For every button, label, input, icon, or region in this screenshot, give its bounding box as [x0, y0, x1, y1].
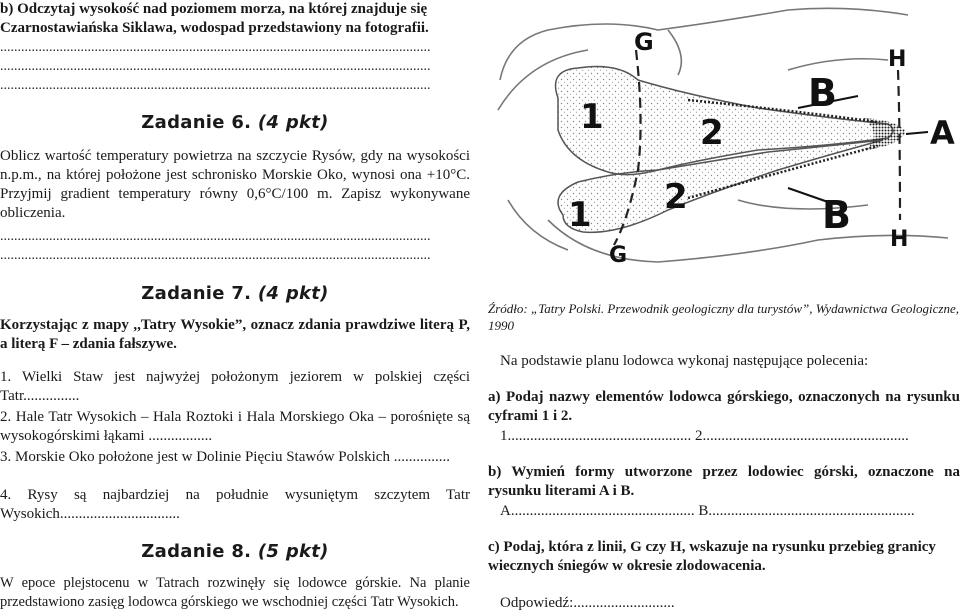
answer-dots: ........................................................................................................................... — [0, 248, 431, 263]
figure-source: Źródło: „Tatry Polski. Przewodnik geologiczny dla turystów”, Wydawnictwa Geologiczne, 1990 — [488, 301, 960, 333]
task8-title: Zadanie 8. — [141, 541, 252, 562]
answer-a-line: 1................................................. 2....................................................... — [500, 428, 909, 444]
label-2-upper: 2 — [700, 113, 724, 153]
instruction: Na podstawie planu lodowca wykonaj następujące polecenia: — [500, 353, 869, 369]
label-2-lower: 2 — [664, 177, 688, 217]
label-g-top: G — [634, 28, 654, 56]
pointer-a — [906, 132, 928, 134]
question-b-figure: b) Wymień formy utworzone przez lodowiec górski, oznaczone na rysunku literami A i B. — [488, 464, 960, 499]
label-1-lower: 1 — [568, 195, 592, 235]
label-1-upper: 1 — [580, 97, 604, 137]
task7-points: (4 pkt) — [257, 283, 329, 304]
line-h — [898, 70, 900, 220]
task7-intro: Korzystając z mapy ,,Tatry Wysokie”, oznacz zdania prawdziwe literą P, a literą F – zdania fałszywe. — [0, 317, 470, 352]
task6-heading — [0, 112, 470, 133]
task6-title: Zadanie 6. — [141, 112, 252, 133]
label-h-top: H — [888, 47, 907, 72]
list-item: 1. Wielki Staw jest najwyżej położonym jeziorem w polskiej części Tatr............... — [0, 369, 470, 404]
list-item: 4. Rysy są najbardziej na południe wysuniętym szczytem Tatr Wysokich................................ — [0, 487, 470, 522]
list-item: 3. Morskie Oko położone jest w Dolinie Pięciu Stawów Polskich ............... — [0, 449, 450, 465]
label-h-bottom: H — [890, 227, 909, 252]
label-b-upper: B — [808, 71, 837, 115]
glacier-upper-tongue — [556, 67, 894, 175]
answer-dots: ........................................................................................................................... — [0, 229, 431, 244]
question-a: a) Podaj nazwy elementów lodowca górskiego, oznaczonych na rysunku cyframi 1 i 2. — [488, 389, 960, 424]
task6-text: Oblicz wartość temperatury powietrza na szczycie Rysów, gdy na wysokości n.p.m., na której położone jest schronisko Morskie Oko, wynosi ona +10°C. Przyjmij gradient temperatury równy 0,6°C/100 m. Zapisz wykonywane obliczenia. — [0, 148, 470, 221]
answer-dots: ........................................................................................................................... — [0, 59, 431, 74]
question-b: b) Odczytaj wysokość nad poziomem morza, na której znajduje się Czarnostawiańska Siklawa, wodospad przedstawiony na fotografii. — [0, 1, 429, 36]
task8-text: W epoce plejstocenu w Tatrach rozwinęły się lodowce górskie. Na planie przedstawiono zasięg lodowca górskiego we wschodniej części Tatr Wysokich. — [0, 575, 470, 610]
answer-dots: ........................................................................................................................... — [0, 78, 431, 93]
list-item: 2. Hale Tatr Wysokich – Hala Roztoki i Hala Morskiego Oka – porośnięte są wysokogórskimi łąkami ................. — [0, 409, 470, 444]
task8-heading — [0, 541, 470, 562]
task8-points: (5 pkt) — [257, 541, 329, 562]
label-a: A — [930, 114, 955, 152]
label-b-lower: B — [822, 193, 851, 237]
answer-dots: ........................................................................................................................... — [0, 40, 431, 55]
task7-title: Zadanie 7. — [141, 283, 252, 304]
label-g-bottom: G — [609, 243, 628, 268]
answer-b-line: A................................................. B....................................................... — [500, 503, 915, 519]
glacier-plan-figure — [488, 0, 960, 285]
question-c: c) Podaj, która z linii, G czy H, wskazuje na rysunku przebieg granicy wiecznych śniegów w okresie zlodowacenia. — [488, 539, 936, 574]
task6-points: (4 pkt) — [257, 112, 329, 133]
answer-c-line: Odpowiedź:........................... — [500, 595, 675, 611]
task7-heading — [0, 283, 470, 304]
